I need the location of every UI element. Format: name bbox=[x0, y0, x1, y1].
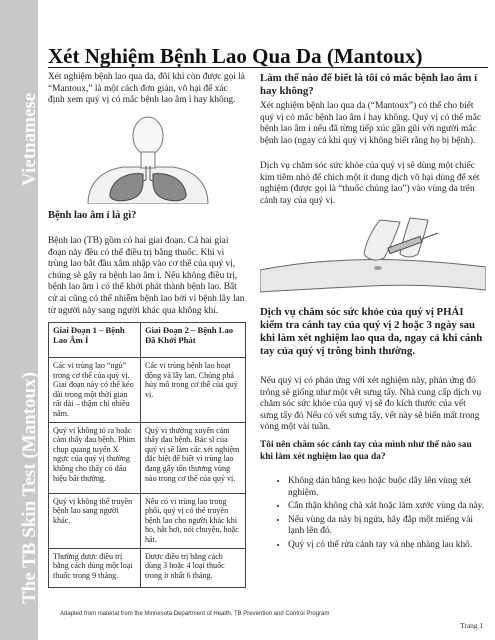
reaction-paragraph: Nếu quý vị có phản ứng với xét nghiệm này, phản ứng đó trông sẽ giống như một vết sưng tấy. Nhà cung cấp dịch vụ chăm sóc sức khỏe của quý vị sẽ đo kích thước của vết sưng tấy đó Nếu có vết sưng tấy, vết này sẽ biến mất trong vòng một vài tuần. bbox=[260, 376, 482, 433]
table-header-cell: Giai Đoạn 1 – Bệnh Lao Âm Ỉ bbox=[49, 323, 141, 358]
latent-tb-heading: Bệnh lao âm ỉ là gì? bbox=[48, 210, 137, 221]
arm-check-heading: Dịch vụ chăm sóc sức khỏe của quý vị PHẢI kiểm tra cánh tay của quý vị 2 hoặc 3 ngày sau khi làm xét nghiệm lao qua da, ngay cả khi cánh tay của quý vị trông bình thường. bbox=[260, 306, 483, 357]
side-banner bbox=[0, 0, 38, 640]
arm-care-list bbox=[260, 476, 485, 554]
table-row bbox=[49, 548, 246, 587]
table-cell: Các vi trùng bệnh lao hoạt động và lây lan. Chúng phá hủy mô trong cơ thể của quý vị. bbox=[140, 358, 245, 423]
side-english-title: The TB Skin Test (Mantoux) bbox=[19, 372, 40, 604]
table-row bbox=[49, 422, 246, 493]
lungs-illustration bbox=[48, 112, 248, 204]
intro-paragraph: Xét nghiệm bệnh lao qua da, đôi khi còn được gọi là “Mantoux,” là một cách đơn giản, vô hại để xác định xem quý vị có mắc bệnh lao âm ỉ hay không. bbox=[48, 72, 245, 106]
source-footnote: Adapted from material from the Minnesota Department of Health, TB Prevention and Control Program bbox=[60, 611, 330, 617]
page-number: Trang 1 bbox=[460, 621, 484, 630]
side-language-label: Vietnamese bbox=[19, 92, 40, 186]
table-cell: Được điều trị bằng cách dùng 3 hoặc 4 loại thuốc trong ít nhất 6 tháng. bbox=[140, 548, 245, 587]
how-to-know-heading: Làm thế nào để biết là tôi có mắc bệnh lao âm ỉ hay không? bbox=[260, 72, 478, 97]
arm-care-heading: Tôi nên chăm sóc cánh tay của mình như thế nào sau khi làm xét nghiệm lao qua da? bbox=[260, 440, 472, 462]
table-header-row bbox=[49, 323, 246, 358]
list-item: • Quý vị có thể rửa cánh tay và nhẹ nhàng lau khô. bbox=[288, 540, 485, 552]
list-item: • Nếu vùng da này bị ngứa, hãy đắp một miếng vải lạnh lên đó. bbox=[288, 515, 485, 538]
title-divider bbox=[48, 67, 488, 68]
table-row bbox=[49, 358, 246, 423]
tb-stages-table bbox=[48, 322, 246, 588]
table-row bbox=[49, 493, 246, 548]
table-cell: Nếu có vi trùng lao trong phổi, quý vị có thể truyền bệnh lao cho người khác khi ho, hắt hơi, nói chuyện, hoặc hát. bbox=[140, 493, 245, 548]
table-cell: Thường được điều trị bằng cách dùng một loại thuốc trong 9 tháng. bbox=[49, 548, 141, 587]
list-item: • Cẩn thận không chà xát hoặc làm xước vùng da này. bbox=[288, 501, 485, 513]
table-cell: Quý vị thường xuyên cảm thấy đau bệnh. Bác sĩ của quý vị sẽ làm các xét nghiệm đặc biệt để biết vi trùng lao đang gây tổn thương vùng nào trong cơ thể của quý vị. bbox=[140, 422, 245, 493]
list-item: • Không dán băng keo hoặc buộc dây lên vùng xét nghiệm. bbox=[288, 476, 485, 499]
skin-test-paragraph: Xét nghiệm bệnh lao qua da (“Mantoux”) có thể cho biết quý vị có mắc bệnh lao âm ỉ hay không. Quý vị có thể mắc bệnh lao âm ỉ nếu đã từng tiếp xúc gần gũi với người mắc bệnh lao (ngay cả khi quý vị không biết rằng họ bị bệnh). bbox=[260, 101, 482, 146]
table-cell: Quý vị không tỏ ra hoặc cảm thấy đau bệnh. Phim chụp quang tuyến X ngực của quý vị thường không cho thấy có dấu hiệu bất thường. bbox=[49, 422, 141, 493]
table-cell: Quý vị không thể truyền bệnh lao sang người khác. bbox=[49, 493, 141, 548]
table-cell: Các vi trùng lao “ngủ” trong cơ thể của quý vị. Giai đoạn này có thể kéo dài trong một thời gian rất dài – thậm chí nhiều năm. bbox=[49, 358, 141, 423]
arm-injection-illustration bbox=[260, 212, 486, 298]
table-header-cell: Giai Đoạn 2 – Bệnh Lao Đã Khởi Phát bbox=[140, 323, 245, 358]
injection-paragraph: Dịch vụ chăm sóc sức khỏe của quý vị sẽ dùng một chiếc kim tiêm nhỏ để chích một ít dung dịch vô hại dùng để xét nghiệm (được gọi là “thuốc chủng lao”) vào vùng da trên cánh tay của quý vị. bbox=[260, 161, 480, 206]
page-title: Xét Nghiệm Bệnh Lao Qua Da (Mantoux) bbox=[48, 44, 423, 68]
latent-tb-paragraph: Bệnh lao (TB) gồm có hai giai đoạn. Cả hai giai đoạn này đều có thể điều trị bằng thuốc. Khi vi trùng lao bắt đầu xâm nhập vào cơ thể của quý vị, chúng sẽ gây ra bệnh lao âm ỉ. Nếu không điều trị, bệnh lao âm ỉ có thể khởi phát thành bệnh lao. Bất cứ ai cũng có thể nhiễm bệnh lao bởi vì bệnh lây lan từ người này sang người khác qua không khí. bbox=[48, 236, 245, 316]
